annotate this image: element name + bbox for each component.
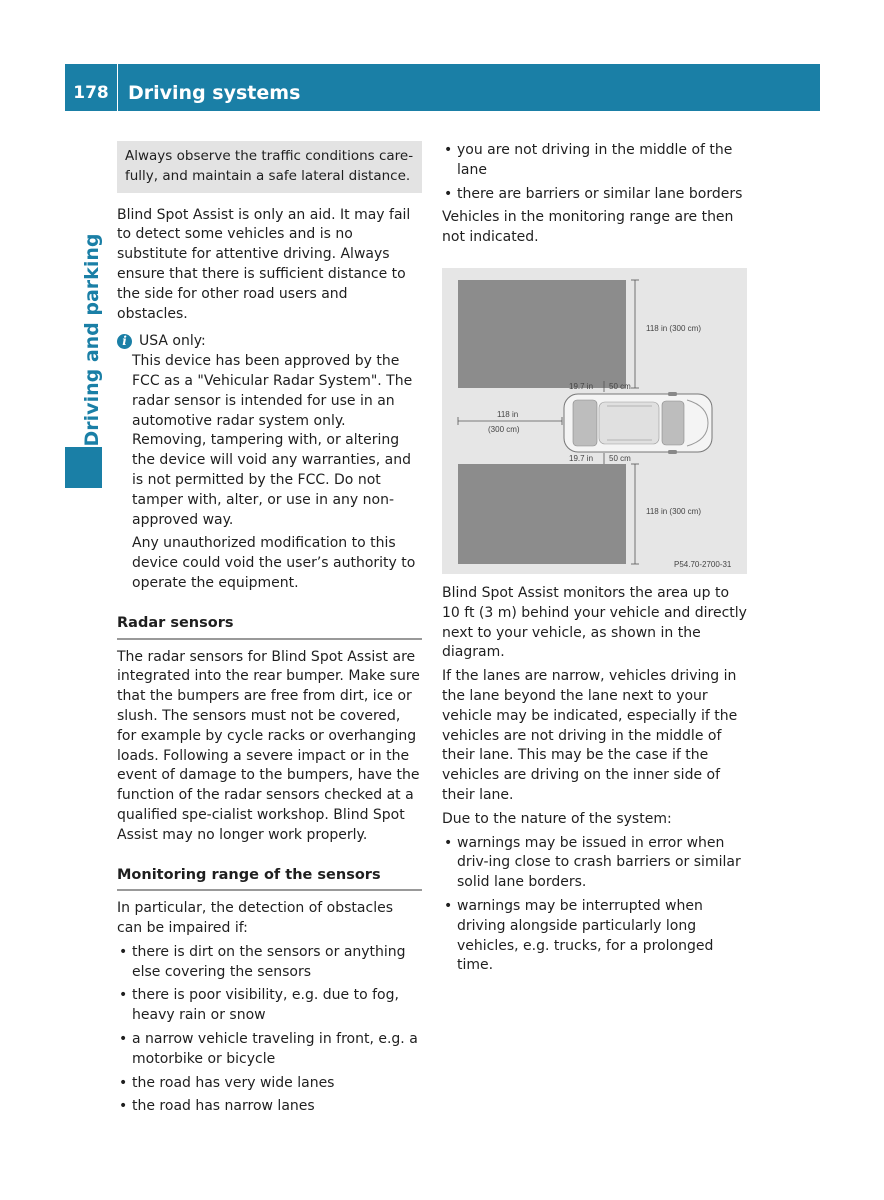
list-item: • there is dirt on the sensors or anything else covering the sensors [117,943,422,983]
offset-top-cm: 50 cm [609,381,631,391]
info-label: USA only: [139,333,206,350]
right-column [442,141,748,980]
monitoring-intro: In particular, the detection of obstacles can be impaired if: [117,900,393,937]
page-title: Driving systems [128,82,301,104]
diagram-svg [442,268,747,574]
note-box: Always observe the traffic conditions care-fully, and maintain a safe lateral distance. [117,141,422,193]
intro-paragraph: Blind Spot Assist is only an aid. It may fail to detect some vehicles and is no substitute for attentive driving. Always ensure that there is sufficient distance to the side for other road users and obstacles. [117,206,411,322]
bottom-zone-label: 118 in (300 cm) [646,506,701,516]
radar-heading: Radar sensors [117,614,422,640]
offset-bottom-cm: 50 cm [609,453,631,463]
left-column [117,141,422,1121]
info-row [117,332,422,352]
list-item: • a narrow vehicle traveling in front, e.g. a motorbike or bicycle [117,1030,422,1070]
bottom-zone [458,464,626,564]
monitoring-heading: Monitoring range of the sensors [117,866,422,892]
list-item: • warnings may be issued in error when driv-ing close to crash barriers or similar solid lane borders. [442,834,748,893]
top-bullets [442,141,748,204]
side-tab-block [65,447,102,488]
list-item: • there are barriers or similar lane borders [442,185,748,205]
list-item: • there is poor visibility, e.g. due to fog, heavy rain or snow [117,986,422,1026]
info-icon: i [117,334,132,349]
monitors-paragraph: Blind Spot Assist monitors the area up to 10 ft (3 m) behind your vehicle and directly next to your vehicle, as shown in the diagram. [442,584,747,661]
offset-bottom-label: 19.7 in [569,453,594,463]
list-item: • the road has narrow lanes [117,1097,422,1117]
rear-label-2: (300 cm) [488,424,520,434]
image-code: P54.70-2700-31 [674,559,732,569]
not-indicated-paragraph: Vehicles in the monitoring range are then not indicated. [442,209,734,246]
monitoring-bullets [117,943,422,1117]
page-number: 178 [73,83,109,103]
offset-top-label: 19.7 in [569,381,594,391]
fcc-paragraph: This device has been approved by the FCC as a "Vehicular Radar System". The radar sensor is intended for use in an automotive radar system only. Removing, tampering with, or altering the device will void any warranties, and is not permitted by the FCC. Do not tamper with, alter, or use in any non-approved way. [132,353,413,528]
top-zone [458,280,626,388]
rear-label-1: 118 in [497,409,519,419]
list-item: • warnings may be interrupted when driving alongside particularly long vehicles, e.g. trucks, for a prolonged time. [442,897,748,976]
top-zone-label: 118 in (300 cm) [646,323,701,333]
side-tab-label: Driving and parking [81,233,103,447]
header-bar [65,64,820,111]
list-item: • the road has very wide lanes [117,1074,422,1094]
modification-paragraph: Any unauthorized modification to this device could void the user’s authority to operate the equipment. [132,535,416,591]
monitoring-diagram [442,268,747,574]
list-item: • you are not driving in the middle of the lane [442,141,748,181]
narrow-lanes-paragraph: If the lanes are narrow, vehicles driving in the lane beyond the lane next to your vehicle may be indicated, especially if the vehicles are not driving in the middle of their lane. This may be the case if the vehicles are driving on the inner side of their lane. [442,668,738,803]
nature-paragraph: Due to the nature of the system: [442,810,672,827]
bottom-bullets [442,834,748,977]
header-divider [117,64,118,111]
car-icon [564,392,712,454]
radar-paragraph: The radar sensors for Blind Spot Assist are integrated into the rear bumper. Make sure that the bumpers are free from dirt, ice or slush. The sensors must not be covered, for example by cycle racks or overhanging loads. Following a severe impact or in the event of damage to the bumpers, have the function of the radar sensors checked at a qualified spe-cialist workshop. Blind Spot Assist may no longer work properly. [117,648,420,843]
